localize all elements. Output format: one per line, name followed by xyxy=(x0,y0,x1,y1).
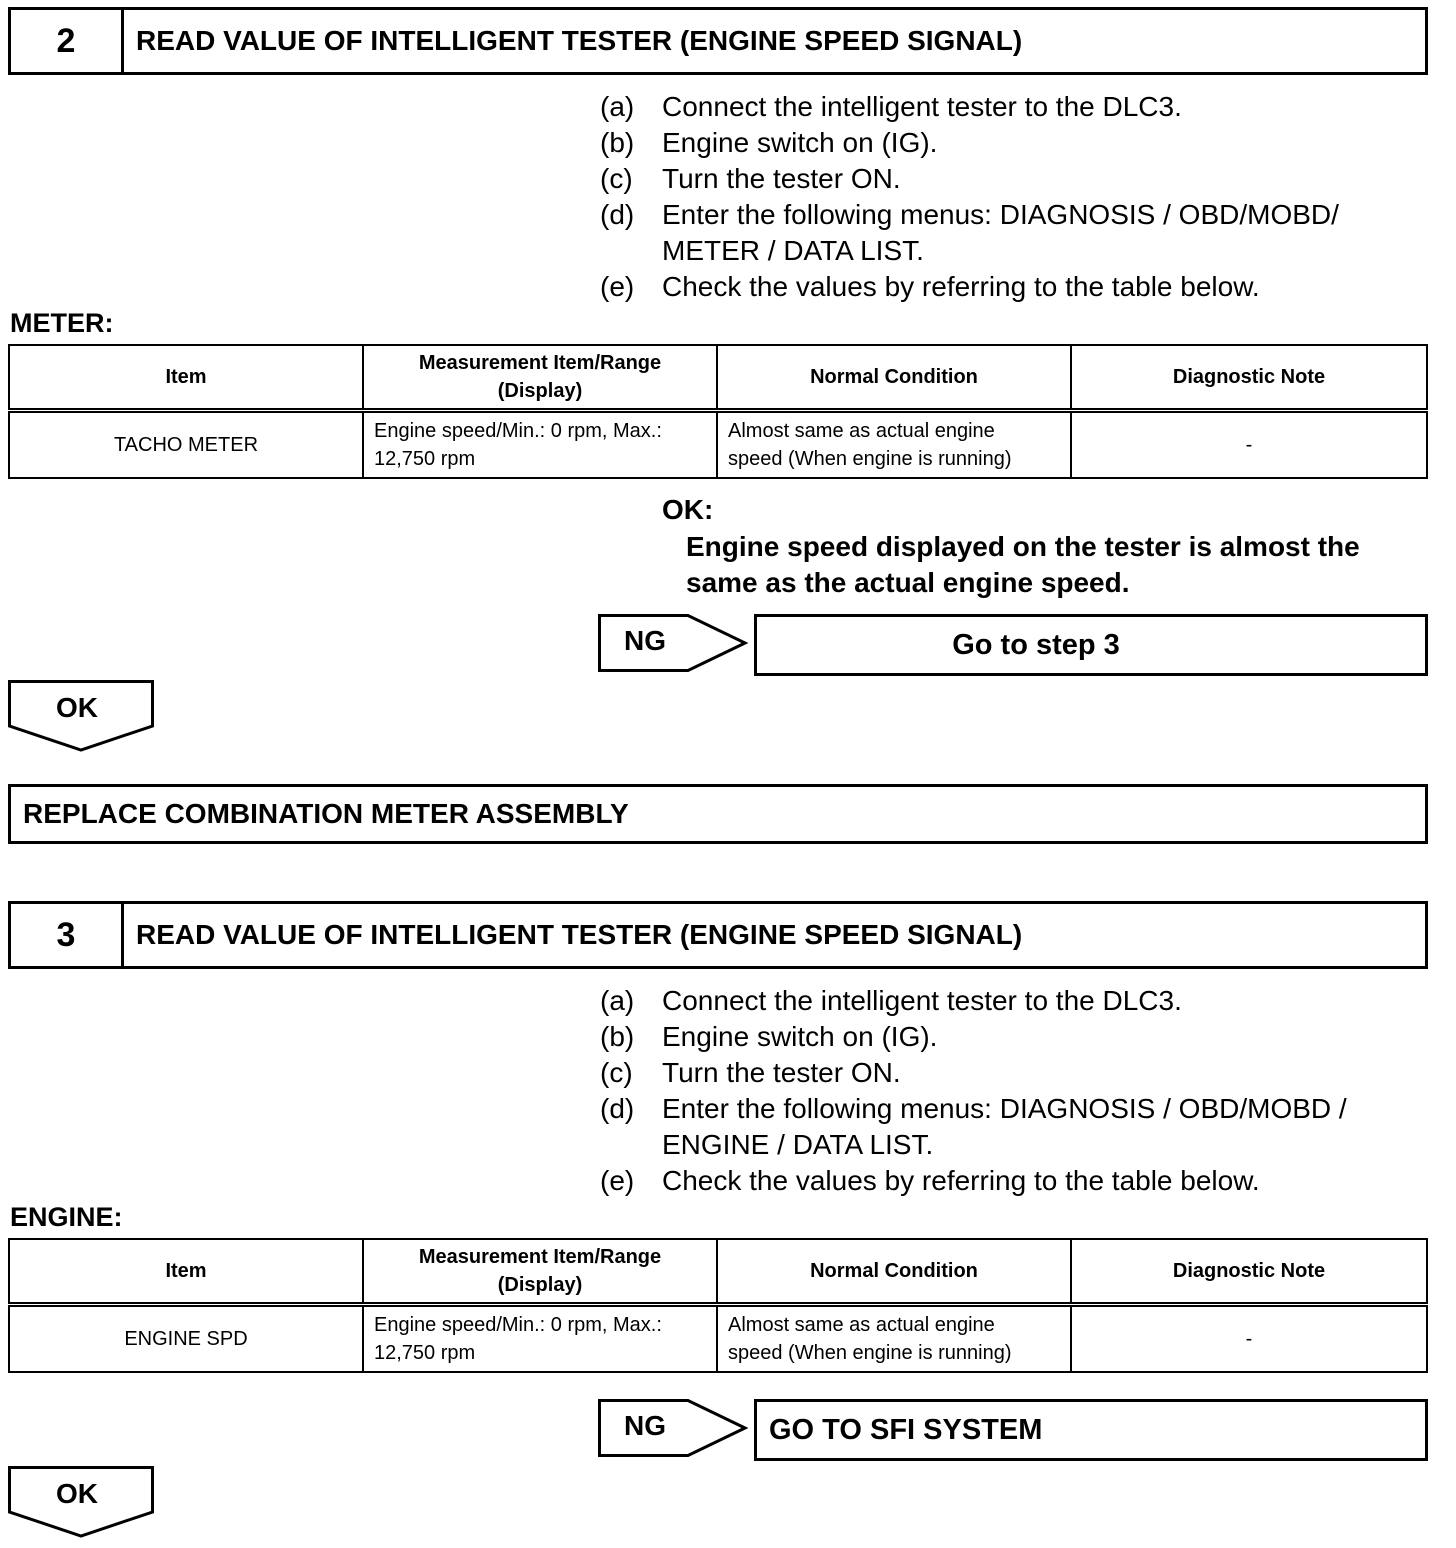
cell-item: TACHO METER xyxy=(9,411,363,479)
instruction-item: (a) Connect the intelligent tester to the DLC3. xyxy=(600,985,1182,1016)
ok-condition-text: Engine speed displayed on the tester is almost the same as the actual engine speed. xyxy=(686,531,1360,598)
step-2-header xyxy=(8,7,1428,75)
instruction-item: (b) Engine switch on (IG). xyxy=(600,127,938,158)
engine-data-table xyxy=(8,1238,1428,1373)
table-row xyxy=(9,411,1427,479)
instruction-item: (e) Check the values by referring to the table below. xyxy=(600,1165,1260,1196)
instruction-item: (c) Turn the tester ON. xyxy=(600,1057,901,1088)
column-header-measurement: Measurement Item/Range (Display) xyxy=(363,345,717,411)
meter-data-table xyxy=(8,344,1428,479)
table-header-row xyxy=(9,1239,1427,1305)
step-3-instructions xyxy=(600,983,1430,1199)
table-header-row xyxy=(9,345,1427,411)
ng-result-text: Go to step 3 xyxy=(952,628,1120,661)
column-header-measurement: Measurement Item/Range (Display) xyxy=(363,1239,717,1305)
ok-arrow-label: OK xyxy=(56,692,98,723)
step-number: 3 xyxy=(11,904,124,966)
cell-normal-condition: Almost same as actual engine speed (When engine is running) xyxy=(717,1305,1071,1373)
instruction-item: (d) Enter the following menus: DIAGNOSIS / OBD/MOBD / ENGINE / DATA LIST. xyxy=(600,1093,1347,1160)
section-label-meter: METER: xyxy=(10,308,114,338)
column-header-normal-condition: Normal Condition xyxy=(717,345,1071,411)
instruction-item: (e) Check the values by referring to the table below. xyxy=(600,271,1260,302)
column-header-diagnostic-note: Diagnostic Note xyxy=(1071,1239,1427,1305)
ng-label: NG xyxy=(624,625,666,656)
step-3-header xyxy=(8,901,1428,969)
ng-result-text: GO TO SFI SYSTEM xyxy=(769,1413,1043,1446)
ng-arrow-icon xyxy=(598,614,748,672)
cell-diagnostic-note: - xyxy=(1071,411,1427,479)
cell-item: ENGINE SPD xyxy=(9,1305,363,1373)
table-row xyxy=(9,1305,1427,1373)
step-number: 2 xyxy=(11,10,124,72)
cell-normal-condition: Almost same as actual engine speed (When engine is running) xyxy=(717,411,1071,479)
instruction-item: (c) Turn the tester ON. xyxy=(600,163,901,194)
step-title: READ VALUE OF INTELLIGENT TESTER (ENGINE SPEED SIGNAL) xyxy=(136,25,1023,56)
instruction-item: (b) Engine switch on (IG). xyxy=(600,1021,938,1052)
step-2-instructions xyxy=(600,89,1430,305)
go-to-sfi-system-box[interactable] xyxy=(754,1399,1428,1461)
ng-label: NG xyxy=(624,1410,666,1441)
step-title: READ VALUE OF INTELLIGENT TESTER (ENGINE SPEED SIGNAL) xyxy=(136,919,1023,950)
column-header-item: Item xyxy=(9,345,363,411)
cell-diagnostic-note: - xyxy=(1071,1305,1427,1373)
replace-text: REPLACE COMBINATION METER ASSEMBLY xyxy=(23,798,629,829)
ok-condition-label: OK: xyxy=(662,494,714,525)
replace-combination-meter-box[interactable] xyxy=(8,784,1428,844)
ng-arrow-icon xyxy=(598,1399,748,1457)
instruction-item: (a) Connect the intelligent tester to the DLC3. xyxy=(600,91,1182,122)
column-header-normal-condition: Normal Condition xyxy=(717,1239,1071,1305)
section-label-engine: ENGINE: xyxy=(10,1202,123,1232)
cell-measurement: Engine speed/Min.: 0 rpm, Max.: 12,750 rpm xyxy=(363,411,717,479)
cell-measurement: Engine speed/Min.: 0 rpm, Max.: 12,750 rpm xyxy=(363,1305,717,1373)
ng-result-box[interactable] xyxy=(754,614,1428,676)
column-header-item: Item xyxy=(9,1239,363,1305)
column-header-diagnostic-note: Diagnostic Note xyxy=(1071,345,1427,411)
ok-arrow-label: OK xyxy=(56,1478,98,1509)
instruction-item: (d) Enter the following menus: DIAGNOSIS / OBD/MOBD/ METER / DATA LIST. xyxy=(600,199,1339,266)
